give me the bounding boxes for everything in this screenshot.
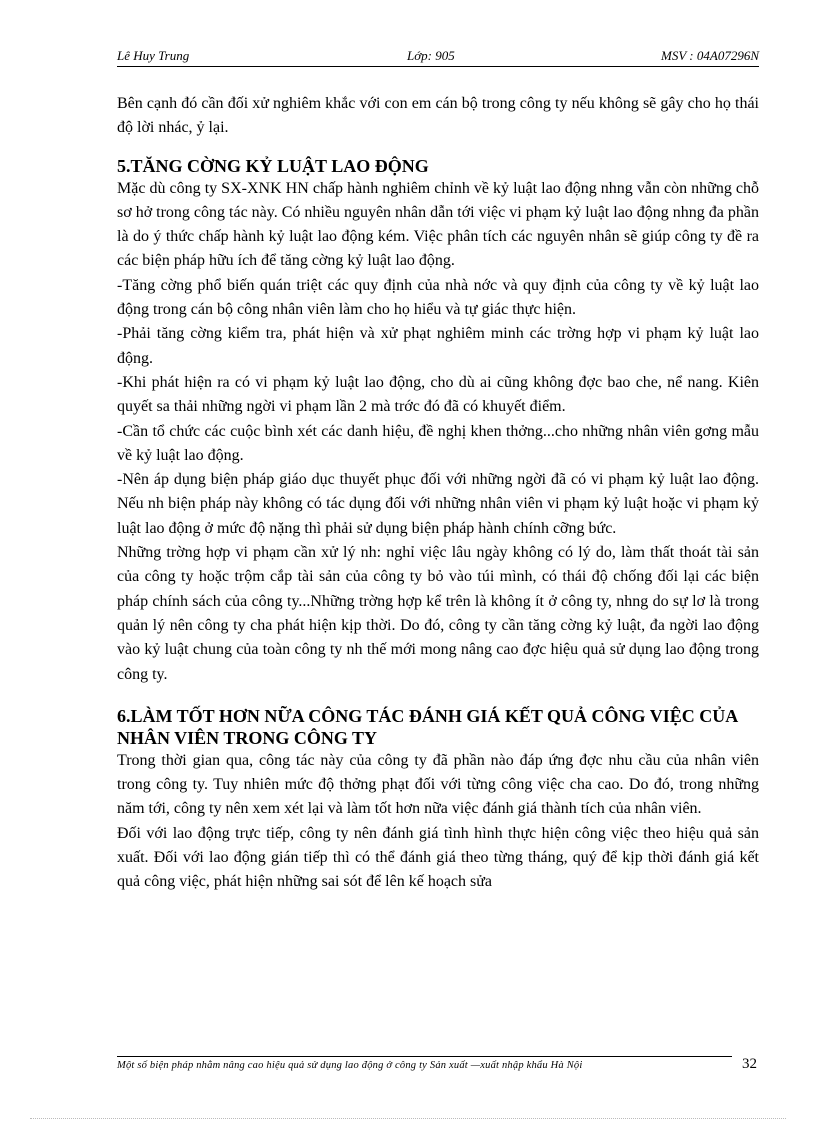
section-5-paragraph: -Khi phát hiện ra có vi phạm kỷ luật lao động, cho dù ai cũng không đợc bao che, nể nang. Kiên quyết sa thải những ngời vi phạm lần 2 mà trớc đó đã có khuyết điểm.	[117, 373, 759, 416]
section-5-paragraph: -Cần tổ chức các cuộc bình xét các danh hiệu, đề nghị khen thởng...cho những nhân viên gơng mẫu về kỷ luật lao động.	[117, 422, 759, 464]
header-student-id: MSV : 04A07296N	[661, 48, 759, 63]
section-5-paragraph: -Tăng cờng phổ biến quán triệt các quy định của nhà nớc và quy định của công ty về kỷ luật lao động trong cán bộ công nhân viên làm cho họ hiểu và tự giác thực hiện.	[117, 276, 759, 319]
intro-paragraph: Bên cạnh đó cần đối xử nghiêm khắc với con em cán bộ trong công ty nếu không sẽ gây cho họ thái độ lời nhác, ỷ lại.	[117, 95, 759, 137]
section-6-paragraph: Trong thời gian qua, công tác này của công ty đã phần nào đáp ứng đợc nhu cầu của nhân viên trong công ty. Tuy nhiên mức độ thởng phạt đối với từng công việc cha cao. Do đó, trong những năm tới, công ty nên xem xét lại và làm tốt hơn nữa việc đánh giá thành tích của nhân viên.	[117, 751, 759, 818]
page-number: 32	[742, 1056, 757, 1072]
section-5-paragraph: Mặc dù công ty SX-XNK HN chấp hành nghiêm chỉnh về kỷ luật lao động nhng vẫn còn những chỗ sơ hở trong công tác này. Có nhiều nguyên nhân dẫn tới việc vi phạm kỷ luật lao động nhng đa phần là do ý thức chấp hành kỷ luật lao động kém. Việc phân tích các nguyên nhân sẽ giúp công ty đề ra các biện pháp hữu ích để tăng cờng kỷ luật lao động.	[117, 179, 759, 270]
section-5-paragraph: -Nên áp dụng biện pháp giáo dục thuyết phục đối với những ngời đã có vi phạm kỷ luật lao động. Nếu nh biện pháp này không có tác dụng đối với những nhân viên vi phạm kỷ luật hoặc vi phạm kỷ luật lao động ở mức độ nặng thì phải sử dụng biện pháp hành chính cỡng bức.	[117, 471, 759, 537]
section-6-heading: 6.LÀM TỐT HƠN NỮA CÔNG TÁC ĐÁNH GIÁ KẾT QUẢ CÔNG VIỆC CỦA NHÂN VIÊN TRONG CÔNG TY	[117, 705, 738, 748]
page-footer	[117, 1056, 757, 1082]
section-5-heading: 5.TĂNG CỜNG KỶ LUẬT LAO ĐỘNG	[117, 155, 429, 176]
section-5-paragraph: -Phải tăng cờng kiểm tra, phát hiện và xử phạt nghiêm minh các trờng hợp vi phạm kỷ luật lao động.	[117, 325, 759, 367]
page-body	[117, 92, 759, 895]
section-6-paragraph: Đối với lao động trực tiếp, công ty nên đánh giá tình hình thực hiện công việc theo hiệu quả sản xuất. Đối với lao động gián tiếp thì có thể đánh giá theo từng tháng, quý để kịp thời đánh giá kết quả công việc, phát hiện những sai sót để lên kế hoạch sửa	[117, 824, 759, 891]
section-5-paragraph: Những trờng hợp vi phạm cần xử lý nh: nghỉ việc lâu ngày không có lý do, làm thất thoát tài sản của công ty hoặc trộm cắp tài sản của công ty bỏ vào túi mình, có thái độ chống đối lại các biện pháp chính sách của công ty...Những trờng hợp kể trên là không ít ở công ty, nhng do sự lơ là trong quản lý nên công ty cha phát hiện kịp thời. Do đó, công ty cần tăng cờng kỷ luật, đa ngời lao động vào kỷ luật chung của toàn công ty nh thế mới mong nâng cao đợc hiệu quả sử dụng lao động trong công ty.	[117, 544, 759, 683]
page-header	[117, 48, 759, 67]
page-bottom-divider	[30, 1118, 786, 1119]
footer-rule	[117, 1056, 732, 1057]
header-class: Lớp: 905	[407, 48, 455, 63]
header-author: Lê Huy Trung	[117, 48, 190, 63]
footer-title: Một số biện pháp nhằm nâng cao hiệu quả sử dụng lao động ở công ty Sản xuất —xuất nhập khẩu Hà Nội	[117, 1060, 583, 1071]
